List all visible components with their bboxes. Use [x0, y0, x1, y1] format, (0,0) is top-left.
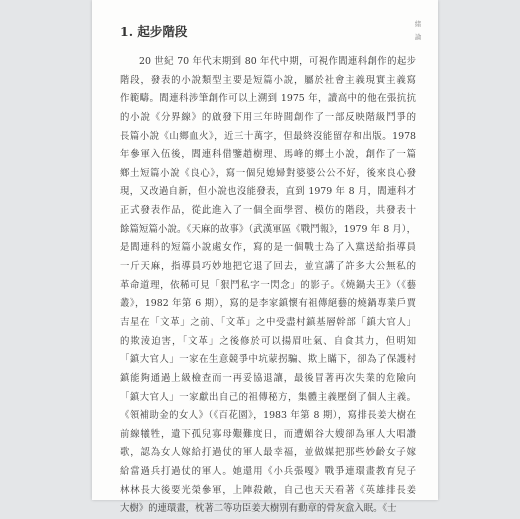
text-line: 階段，發表的小說類型主要是短篇小說，屬於社會主義現實主義寫: [120, 74, 416, 86]
text-line: 歌，認為女人嫁給打過仗的軍人最幸福，並做媒把那些妙齡女子嫁: [120, 447, 416, 459]
text-line: 長篇小說《山鄉血火》，近三十萬字，但最終沒能留存和出版。1978: [120, 130, 416, 142]
text-line: 正式發表作品，從此進入了一個全面學習、模仿的階段，共發表十: [120, 205, 416, 217]
margin-char: 緒: [414, 20, 422, 28]
text-line: 大樹》的連環畫，枕著二等功臣姜大樹別有勳章的骨灰盒入眠。《士: [120, 503, 397, 515]
text-line: 「鎮大官人」一家在生意競爭中坑蒙拐騙、欺上瞞下，卻為了保護村: [120, 354, 416, 366]
text-line: 前線犧牲，遺下孤兒寡母艱難度日，而遭媚谷大嫂卻為軍人大唱讚: [120, 428, 416, 440]
text-line: 餘篇短篇小說。《天麻的故事》（武漢軍區《戰鬥報》，1979 年 8 月），: [120, 223, 416, 235]
text-line: 革命道理，依稀可見「狠鬥私字一閃念」的影子。《燒鍋夫王》（《藝: [120, 279, 416, 291]
text-line: 鎮能夠通過上級檢查而一再妥協退讓，最後冒著再次失業的危險向: [120, 372, 416, 384]
text-line: 作範疇。閻連科涉筆創作可以上溯到 1975 年，讀高中的他在張抗抗: [120, 93, 416, 105]
text-line: 吉星在「文革」之前、「文革」之中受盡村鎮基層幹部「鎮大官人」: [120, 316, 416, 328]
text-line: 《領補助金的女人》（《百花園》，1983 年第 8 期），寫排長姜大樹在: [120, 410, 416, 422]
text-line: 現，又改過自新，但小說也沒能發表，直到 1979 年 8 月，閻連科才: [120, 186, 416, 198]
text-line: 林林長大後要光榮參軍，上陣殺敵，自己也天天看著《英雄排長姜: [120, 484, 416, 496]
text-line: 年參軍入伍後，閻連科借鑒趙樹理、馬峰的鄉土小說，創作了一篇: [120, 149, 416, 161]
margin-running-title: [412, 18, 424, 44]
body-paragraph: [120, 53, 416, 519]
text-line: 「鎮大官人」一家獻出自己的祖傳秘方，集體主義壓倒了個人主義。: [120, 391, 416, 403]
text-line: 20 世紀 70 年代末期到 80 年代中期，可視作閻連科創作的起步: [139, 56, 416, 67]
document-page: [92, 0, 438, 515]
section-heading: 1. 起步階段: [120, 24, 188, 39]
text-line: 一斤天麻，指導員巧妙地把它退了回去，並宣講了許多大公無私的: [120, 261, 416, 273]
margin-char: 論: [414, 33, 422, 41]
text-line: 是閻連科的短篇小說處女作，寫的是一個戰士為了入黨送給指導員: [120, 242, 416, 254]
text-line: 給當過兵打過仗的軍人。她還用《小兵張嘎》戰爭連環畫教育兒子: [120, 466, 416, 478]
text-line: 的欺淩迫害，「文革」之後修於可以揚眉吐氣、自食其力，但明知: [120, 335, 416, 347]
text-line: 叢》，1982 年第 6 期），寫的是李家鎮懷有祖傳絕藝的燒鍋專業戶賈: [120, 298, 416, 310]
text-line: 鄉土短篇小說《良心》，寫一個兒媳婦對婆婆公公不好，後來良心發: [120, 167, 416, 179]
text-line: 的小說《分界線》的啟發下用三年時間創作了一部反映階級鬥爭的: [120, 111, 416, 123]
